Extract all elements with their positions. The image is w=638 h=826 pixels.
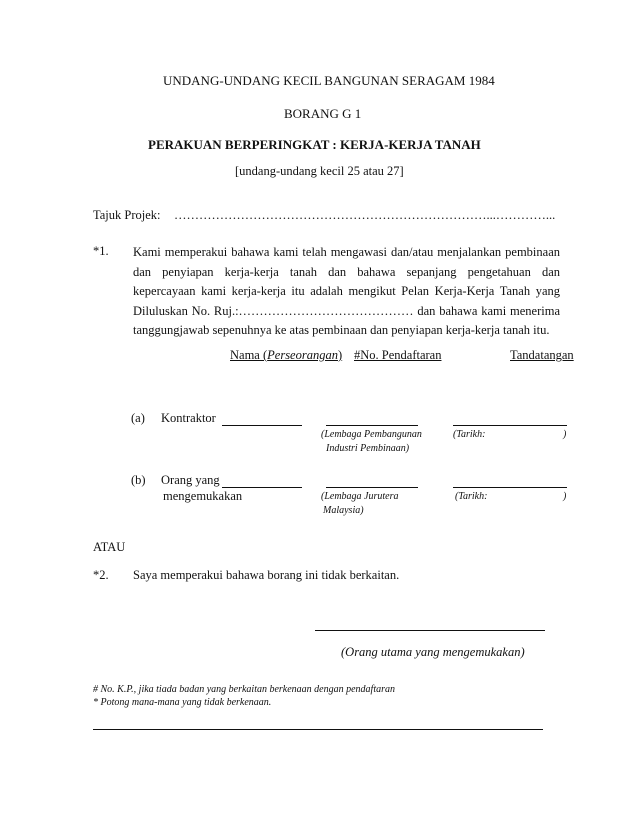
clause-2-text: Saya memperakui bahawa borang ini tidak berkaitan. <box>133 568 400 582</box>
row-a-date-label: (Tarikh: <box>453 429 486 440</box>
form-number: BORANG G 1 <box>284 106 362 121</box>
row-a-registration-field[interactable] <box>326 425 418 426</box>
bottom-rule <box>93 729 543 730</box>
clause-1-line: Kami memperakui bahawa kami telah mengawasi dan/atau menjalankan pembinaan <box>133 245 560 259</box>
row-a-date-close: ) <box>563 429 567 440</box>
act-title: UNDANG-UNDANG KECIL BANGUNAN SERAGAM 1984 <box>163 73 495 88</box>
row-b-registration-field[interactable] <box>326 487 418 488</box>
clause-1-text <box>133 243 560 341</box>
row-b-letter: (b) <box>131 473 146 487</box>
row-a-name-field[interactable] <box>222 425 302 426</box>
clause-2-number: *2. <box>93 568 109 582</box>
clause-1-line: Diluluskan No. Ruj.:…………………………………… dan bahawa kami menerima <box>133 303 560 318</box>
column-name: Nama (Perseorangan) <box>230 348 343 362</box>
principal-signature-field[interactable] <box>315 630 545 631</box>
footnote-registration: # No. K.P., jika tiada badan yang berkaitan berkenaan dengan pendaftaran <box>93 684 396 695</box>
form-reference: [undang-undang kecil 25 atau 27] <box>235 164 404 178</box>
row-a-letter: (a) <box>131 411 145 425</box>
row-a-signature-field[interactable] <box>453 425 567 426</box>
row-b-name-field[interactable] <box>222 487 302 488</box>
row-a-label: Kontraktor <box>161 411 216 425</box>
column-signature: Tandatangan <box>510 348 574 362</box>
row-a-registry-line-2: Industri Pembinaan) <box>326 443 410 454</box>
atau-label: ATAU <box>93 540 126 554</box>
row-b-date-close: ) <box>563 491 567 502</box>
clause-1-number: *1. <box>93 244 109 258</box>
project-title-field[interactable]: …………………………………………………………………...…………... <box>174 208 556 222</box>
row-b-registry-line-1: (Lembaga Jurutera <box>321 491 399 502</box>
project-label: Tajuk Projek: <box>93 208 161 222</box>
column-registration: #No. Pendaftaran <box>354 348 442 362</box>
row-a-registry-line-1: (Lembaga Pembangunan <box>321 429 422 440</box>
row-b-label-line-2: mengemukakan <box>163 489 243 503</box>
clause-1-line: dan penyiapan kerja-kerja tanah dan bahawa sepanjang pengetahuan dan <box>133 264 560 279</box>
row-b-label-line-1: Orang yang <box>161 473 220 487</box>
clause-1-line: kepercayaan kami kerja-kerja itu adalah mengikut Pelan Kerja-Kerja Tanah yang <box>133 284 560 298</box>
principal-signature-caption: (Orang utama yang mengemukakan) <box>341 645 525 659</box>
row-b-signature-field[interactable] <box>453 487 567 488</box>
row-b-date-label: (Tarikh: <box>455 491 488 502</box>
footnote-strike: * Potong mana-mana yang tidak berkenaan. <box>93 697 272 708</box>
form-heading: PERAKUAN BERPERINGKAT : KERJA-KERJA TANAH <box>148 137 481 152</box>
clause-1-line: tanggungjawab sepenuhnya ke atas pembinaan dan penyiapan kerja-kerja tanah itu. <box>133 323 550 337</box>
row-b-registry-line-2: Malaysia) <box>323 505 364 516</box>
